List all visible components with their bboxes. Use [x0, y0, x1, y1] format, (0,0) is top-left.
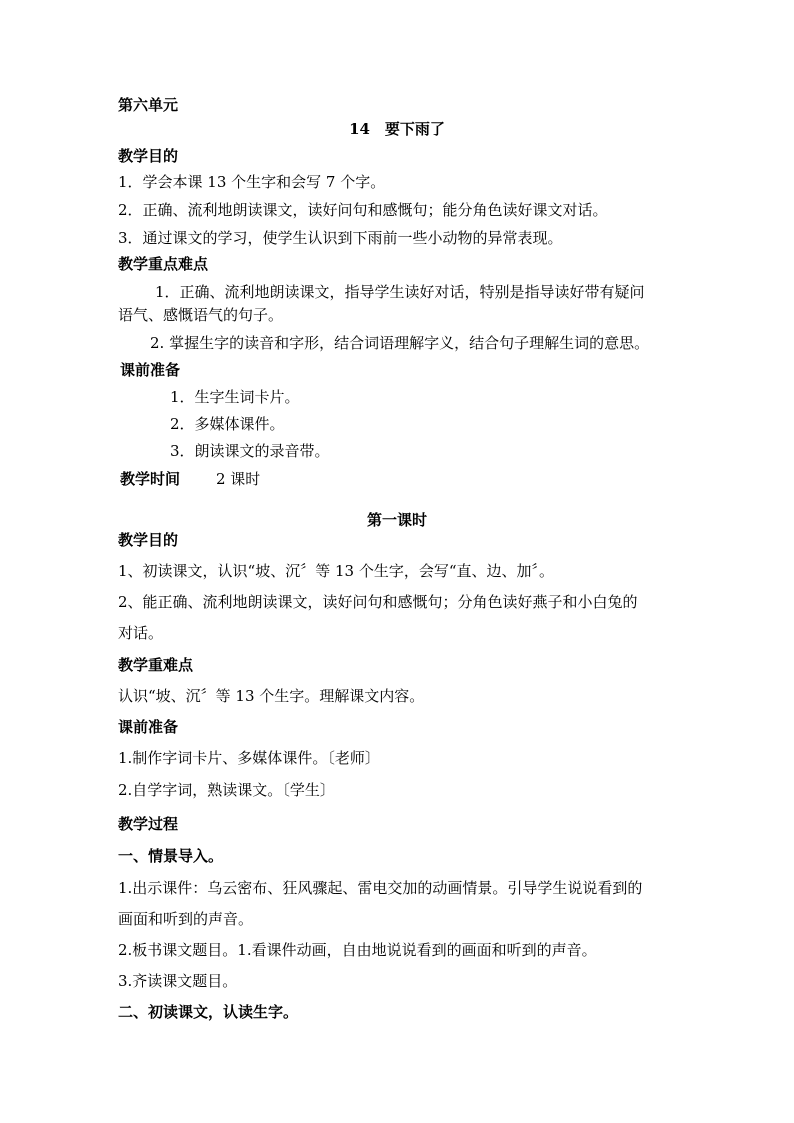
step1-item: 3.齐读课文题目。: [118, 972, 238, 990]
time-value: 2 课时: [216, 470, 261, 488]
step1-item: 1.出示课件：乌云密布、狂风骤起、雷电交加的动画情景。引导学生说说看到的: [118, 879, 643, 897]
lesson-title: 14 要下雨了: [349, 120, 445, 138]
goal-item: 1．学会本课 13 个生字和会写 7 个字。: [118, 173, 386, 191]
prep-heading: 课前准备: [120, 361, 181, 379]
unit-title: 第六单元: [118, 96, 179, 114]
period-title: 第一课时: [366, 511, 427, 529]
step1-heading: 一、情景导入。: [118, 847, 224, 865]
prep-item: 2．多媒体课件。: [170, 415, 285, 433]
period-goal-item: 2、能正确、流利地朗读课文，读好问句和感慨句；分角色读好燕子和小白兔的: [118, 593, 638, 611]
goal-item: 2．正确、流利地朗读课文，读好问句和感慨句；能分角色读好课文对话。: [118, 201, 608, 219]
step1-item: 画面和听到的声音。: [118, 910, 254, 928]
key-point-item: 2. 掌握生字的读音和字形，结合词语理解字义，结合句子理解生词的意思。: [150, 334, 650, 352]
period-key-text: 认识“坡、沉〞等 13 个生字。理解课文内容。: [118, 687, 425, 705]
prep-item: 1．生字生词卡片。: [170, 388, 300, 406]
period-goal-item: 对话。: [118, 624, 164, 642]
time-heading: 教学时间: [120, 470, 181, 488]
key-point-item: 语气、感慨语气的句子。: [118, 306, 284, 324]
period-goals-heading: 教学目的: [118, 531, 179, 549]
step2-heading: 二、初读课文，认读生字。: [118, 1003, 299, 1021]
period-key-heading: 教学重难点: [118, 656, 194, 674]
period-prep-item: 1.制作字词卡片、多媒体课件。〔老师〕: [118, 749, 380, 767]
period-prep-item: 2.自学字词，熟读课文。〔学生〕: [118, 781, 335, 799]
period-goal-item: 1、初读课文，认识“坡、沉〞等 13 个生字，会写“直、边、加〞。: [118, 562, 555, 580]
goals-heading: 教学目的: [118, 147, 179, 165]
period-prep-heading: 课前准备: [118, 718, 179, 736]
key-point-item: 1．正确、流利地朗读课文，指导学生读好对话，特别是指导读好带有疑问: [155, 283, 645, 301]
prep-item: 3．朗读课文的录音带。: [170, 442, 330, 460]
goal-item: 3．通过课文的学习，使学生认识到下雨前一些小动物的异常表现。: [118, 229, 563, 247]
process-heading: 教学过程: [118, 815, 179, 833]
step1-item: 2.板书课文题目。1.看课件动画，自由地说说看到的画面和听到的声音。: [118, 941, 597, 959]
key-points-heading: 教学重点难点: [118, 255, 209, 273]
